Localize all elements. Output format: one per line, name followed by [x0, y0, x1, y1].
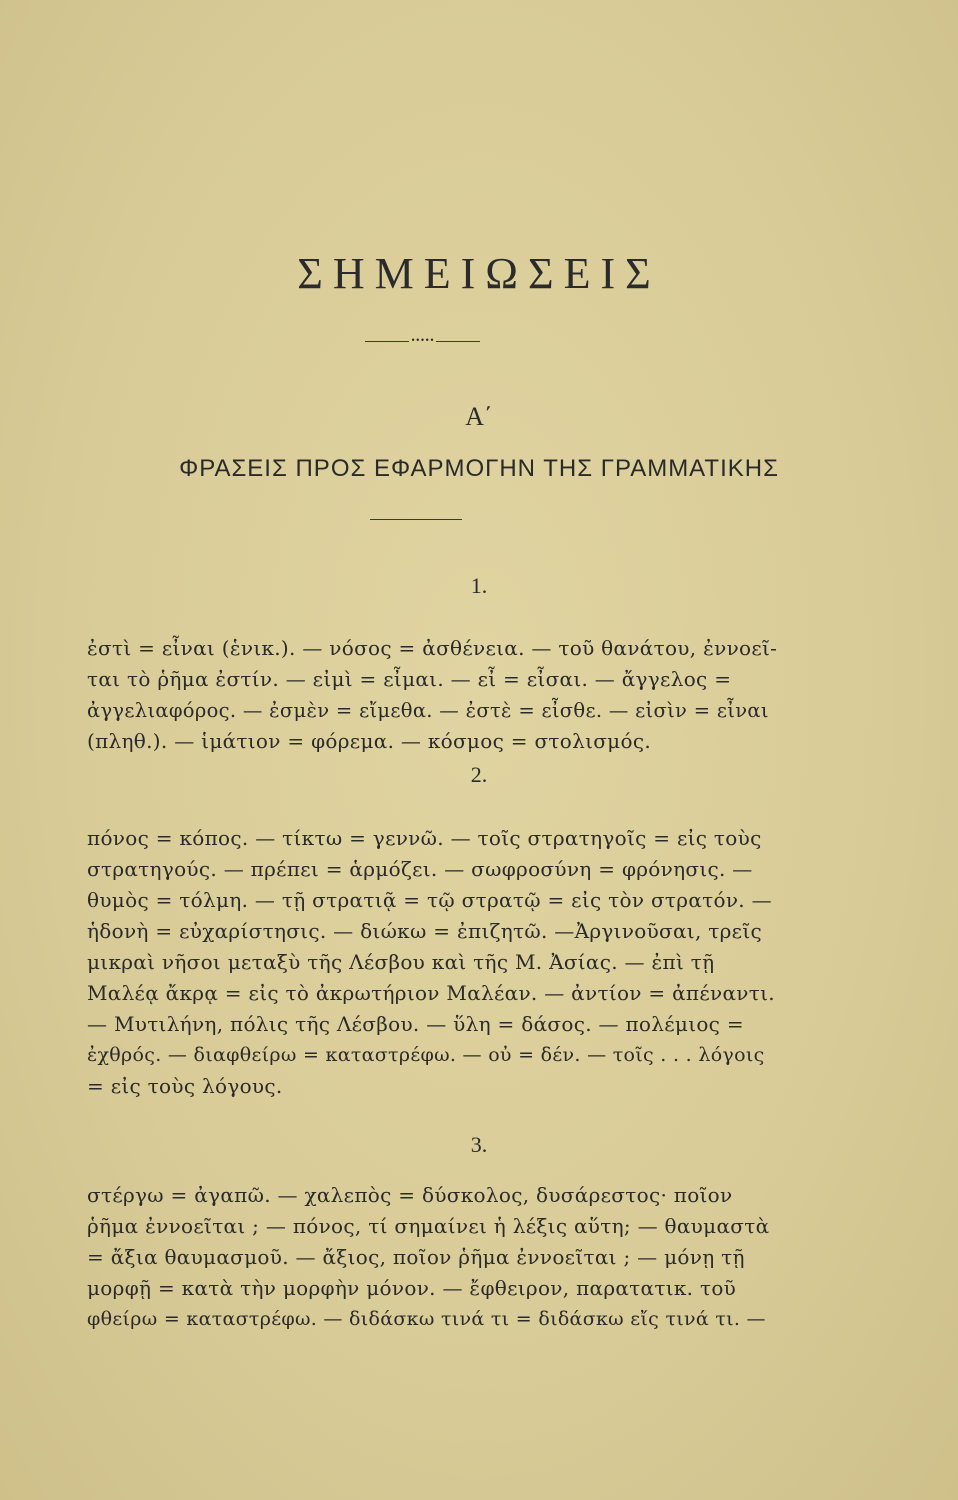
section-letter: Α΄ — [465, 402, 493, 431]
text-line: ἐχθρός. — διαφθείρω = καταστρέφω. — οὐ = δέν. — τοῖς . . . λόγοις — [87, 1044, 765, 1066]
section-number-2: 2. — [470, 762, 488, 787]
section-text-1 — [87, 633, 777, 757]
text-line: θυμὸς = τόλμη. — τῇ στρατιᾷ = τῷ στρατῷ = εἰς τὸν στρατόν. — — [87, 888, 772, 912]
subtitle-rule — [370, 519, 462, 520]
text-line: μικραὶ νῆσοι μεταξὺ τῆς Λέσβου καὶ τῆς Μ. Ἀσίας. — ἐπὶ τῇ — [87, 950, 715, 974]
text-line: ῥῆμα ἐννοεῖται ; — πόνος, τί σημαίνει ἡ λέξις αὕτη; — θαυμαστὰ — [87, 1214, 770, 1238]
text-line: ἐστὶ = εἶναι (ἑνικ.). — νόσος = ἀσθένεια. — τοῦ θανάτου, ἐννοεῖ- — [87, 636, 778, 660]
title-ornament — [365, 335, 480, 347]
section-text-2 — [87, 823, 777, 1102]
text-line: = ἄξια θαυμασμοῦ. — ἄξιος, ποῖον ῥῆμα ἐννοεῖται ; — μόνῃ τῇ — [87, 1245, 745, 1269]
text-line: πόνος = κόπος. — τίκτω = γεννῶ. — τοῖς στρατηγοῖς = εἰς τοὺς — [87, 826, 762, 850]
section-number-3: 3. — [470, 1132, 488, 1157]
text-line: ἀγγελιαφόρος. — ἐσμὲν = εἴμεθα. — ἐστὲ = εἶσθε. — εἰσὶν = εἶναι — [87, 699, 769, 722]
section-text-3 — [87, 1180, 777, 1335]
text-line: ται τὸ ῥῆμα ἐστίν. — εἰμὶ = εἶμαι. — εἶ = εἶσαι. — ἄγγελος = — [87, 667, 732, 691]
text-line: στρατηγούς. — πρέπει = ἁρμόζει. — σωφροσύνη = φρόνησις. — — [87, 857, 753, 881]
text-line: = εἰς τοὺς λόγους. — [87, 1074, 283, 1098]
section-subtitle: ΦΡΑΣΕΙΣ ΠΡΟΣ ΕΦΑΡΜΟΓΗΝ ΤΗΣ ΓΡΑΜΜΑΤΙΚΗΣ — [179, 455, 779, 482]
ornament-line-left — [365, 341, 409, 342]
page-title: ΣΗΜΕΙΩΣΕΙΣ — [297, 249, 661, 298]
text-line: ἡδονὴ = εὐχαρίστησις. — διώκω = ἐπιζητῶ. —Ἀργινοῦσαι, τρεῖς — [87, 919, 762, 943]
text-line: στέργω = ἀγαπῶ. — χαλεπὸς = δύσκολος, δυσάρεστος· ποῖον — [87, 1183, 733, 1207]
section-number-1: 1. — [470, 573, 488, 598]
text-line: φθείρω = καταστρέφω. — διδάσκω τινά τι = διδάσκω εἴς τινά τι. — — [87, 1308, 766, 1330]
text-line: μορφῇ = κατὰ τὴν μορφὴν μόνον. — ἔφθειρον, παρατατικ. τοῦ — [87, 1276, 737, 1300]
text-line: Μαλέᾳ ἄκρᾳ = εἰς τὸ ἀκρωτήριον Μαλέαν. — ἀντίον = ἀπέναντι. — [87, 981, 775, 1005]
ornament-dots: ••••• — [410, 336, 435, 345]
ornament-line-right — [436, 341, 480, 342]
text-line: (πληθ.). — ἱμάτιον = φόρεμα. — κόσμος = στολισμός. — [87, 729, 651, 753]
text-line: — Μυτιλήνη, πόλις τῆς Λέσβου. — ὕλη = δάσος. — πολέμιος = — [87, 1012, 744, 1036]
